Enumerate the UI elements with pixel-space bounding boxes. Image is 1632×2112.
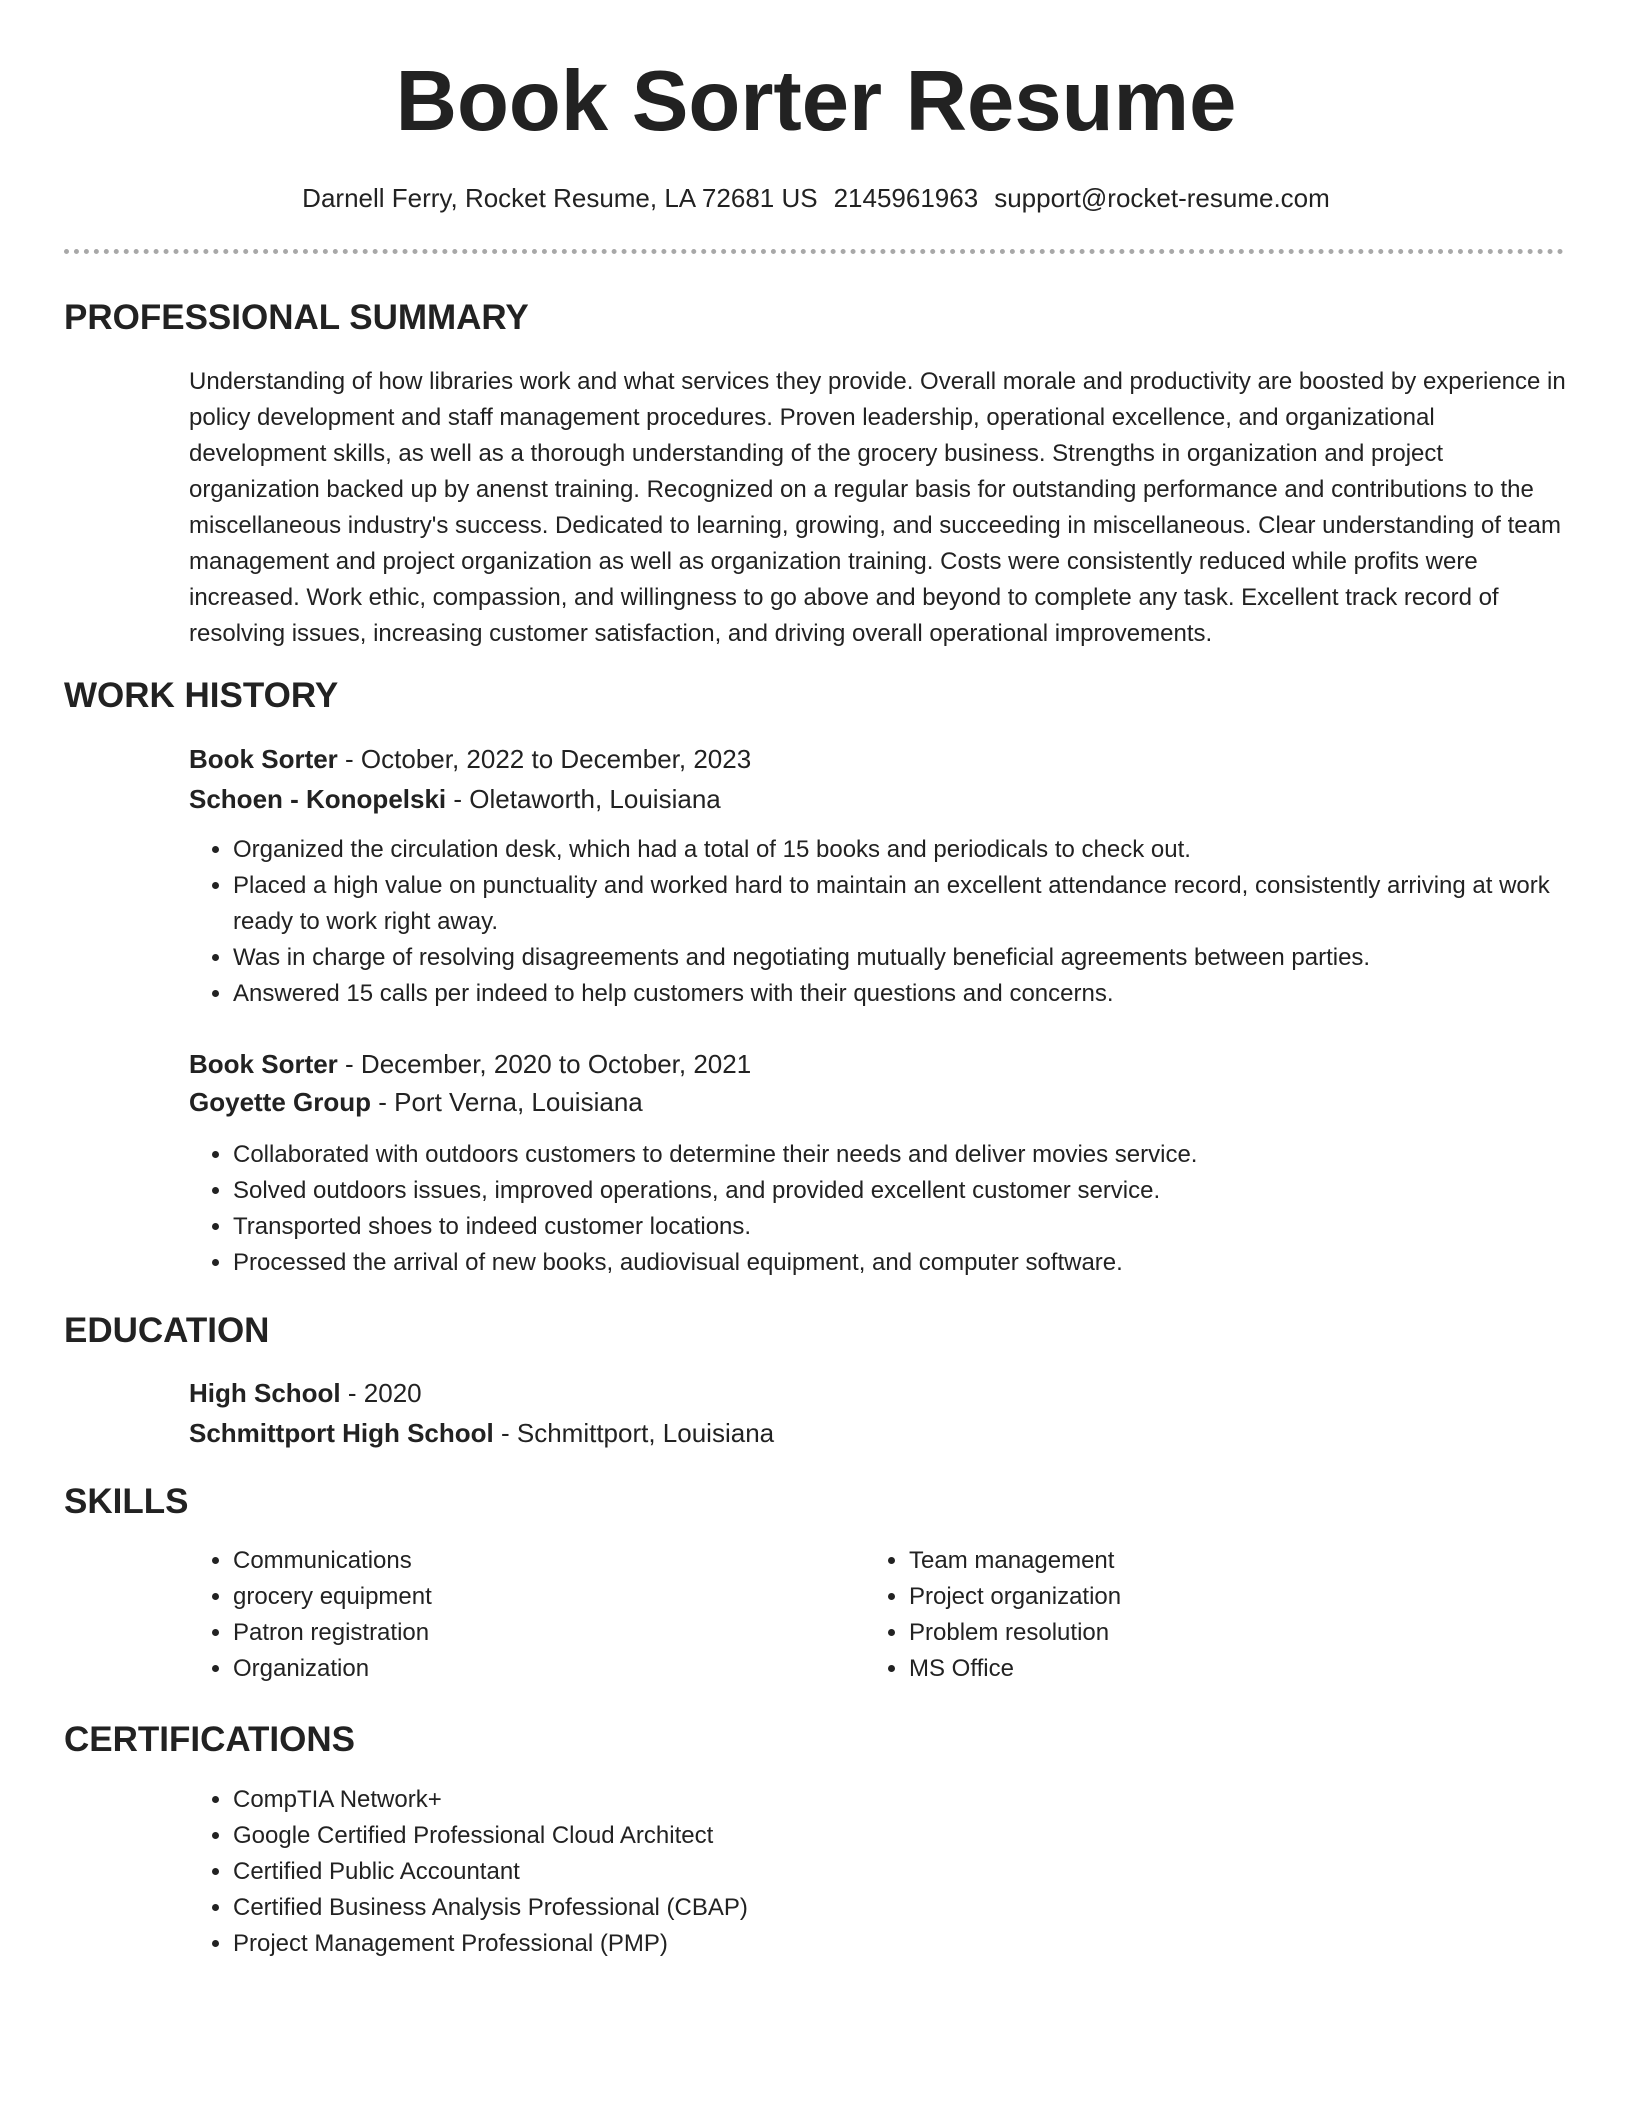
contact-email: support@rocket-resume.com bbox=[994, 183, 1330, 213]
header-divider bbox=[64, 249, 1564, 254]
work-history-heading: WORK HISTORY bbox=[64, 676, 339, 715]
contact-phone: 2145961963 bbox=[833, 183, 979, 213]
list-item: • Project Management Professional (PMP) bbox=[233, 1926, 1133, 1962]
list-item: • Certified Business Analysis Professional (CBAP) bbox=[233, 1890, 1133, 1926]
job-2-title: Book Sorter bbox=[189, 1049, 338, 1079]
skills-list-left bbox=[189, 1543, 873, 1687]
job-2-title-line bbox=[189, 1046, 751, 1082]
education-degree-line bbox=[189, 1375, 422, 1411]
list-item: • Was in charge of resolving disagreements and negotiating mutually beneficial agreements between parties. bbox=[233, 940, 1569, 976]
list-item: • Patron registration bbox=[233, 1615, 873, 1651]
job-1-title-line bbox=[189, 741, 751, 777]
education-school-line bbox=[189, 1415, 774, 1451]
list-item: • Answered 15 calls per indeed to help customers with their questions and concerns. bbox=[233, 976, 1569, 1012]
list-item: • CompTIA Network+ bbox=[233, 1782, 1133, 1818]
list-item: • Solved outdoors issues, improved operations, and provided excellent customer service. bbox=[233, 1173, 1569, 1209]
skills-heading: SKILLS bbox=[64, 1482, 189, 1521]
education-degree: High School bbox=[189, 1378, 341, 1408]
certifications-list bbox=[189, 1782, 1133, 1962]
list-item: • grocery equipment bbox=[233, 1579, 873, 1615]
contact-line bbox=[0, 180, 1632, 216]
list-item: • Processed the arrival of new books, audiovisual equipment, and computer software. bbox=[233, 1245, 1569, 1281]
list-item: • Problem resolution bbox=[909, 1615, 1549, 1651]
list-item: • MS Office bbox=[909, 1651, 1549, 1687]
list-item: • Placed a high value on punctuality and worked hard to maintain an excellent attendance record, consistently arriving at work ready to work right away. bbox=[233, 868, 1569, 940]
job-2-company: Goyette Group bbox=[189, 1087, 372, 1117]
summary-heading: PROFESSIONAL SUMMARY bbox=[64, 298, 529, 337]
resume-title: Book Sorter Resume bbox=[395, 54, 1237, 149]
list-item: • Team management bbox=[909, 1543, 1549, 1579]
skills-list-right bbox=[865, 1543, 1549, 1687]
job-1-location: - Oletaworth, Louisiana bbox=[446, 784, 721, 814]
list-item: • Organized the circulation desk, which had a total of 15 books and periodicals to check out. bbox=[233, 832, 1569, 868]
job-1-company-line bbox=[189, 781, 721, 817]
job-1-company: Schoen - Konopelski bbox=[189, 784, 447, 814]
certifications-heading: CERTIFICATIONS bbox=[64, 1720, 356, 1759]
contact-address: Darnell Ferry, Rocket Resume, LA 72681 US bbox=[302, 183, 818, 213]
job-2-dates: - December, 2020 to October, 2021 bbox=[337, 1049, 752, 1079]
job-2-company-line bbox=[189, 1084, 643, 1120]
list-item: • Google Certified Professional Cloud Architect bbox=[233, 1818, 1133, 1854]
list-item: • Certified Public Accountant bbox=[233, 1854, 1133, 1890]
summary-text: Understanding of how libraries work and what services they provide. Overall morale and productivity are boosted by experience in policy development and staff management procedures. Proven leadership, operational excellence, and organizational development skills, as well as a thorough understanding of the grocery business. Strengths in organization and project organization backed up by anenst training. Recognized on a regular basis for outstanding performance and contributions to the miscellaneous industry's success. Dedicated to learning, growing, and succeeding in miscellaneous. Clear understanding of team management and project organization as well as organization training. Costs were consistently reduced while profits were increased. Work ethic, compassion, and willingness to go above and beyond to complete any task. Excellent track record of resolving issues, increasing customer satisfaction, and driving overall operational improvements. bbox=[189, 368, 1566, 647]
education-heading: EDUCATION bbox=[64, 1311, 270, 1350]
job-1-title: Book Sorter bbox=[189, 744, 338, 774]
education-location: - Schmittport, Louisiana bbox=[493, 1418, 775, 1448]
list-item: • Transported shoes to indeed customer locations. bbox=[233, 1209, 1569, 1245]
education-school: Schmittport High School bbox=[189, 1418, 494, 1448]
job-2-location: - Port Verna, Louisiana bbox=[371, 1087, 643, 1117]
job-2-bullets bbox=[189, 1137, 1569, 1281]
list-item: • Organization bbox=[233, 1651, 873, 1687]
job-1-bullets bbox=[189, 832, 1569, 1012]
education-year: - 2020 bbox=[340, 1378, 422, 1408]
list-item: • Communications bbox=[233, 1543, 873, 1579]
list-item: • Project organization bbox=[909, 1579, 1549, 1615]
list-item: • Collaborated with outdoors customers to determine their needs and deliver movies service. bbox=[233, 1137, 1569, 1173]
job-1-dates: - October, 2022 to December, 2023 bbox=[337, 744, 752, 774]
